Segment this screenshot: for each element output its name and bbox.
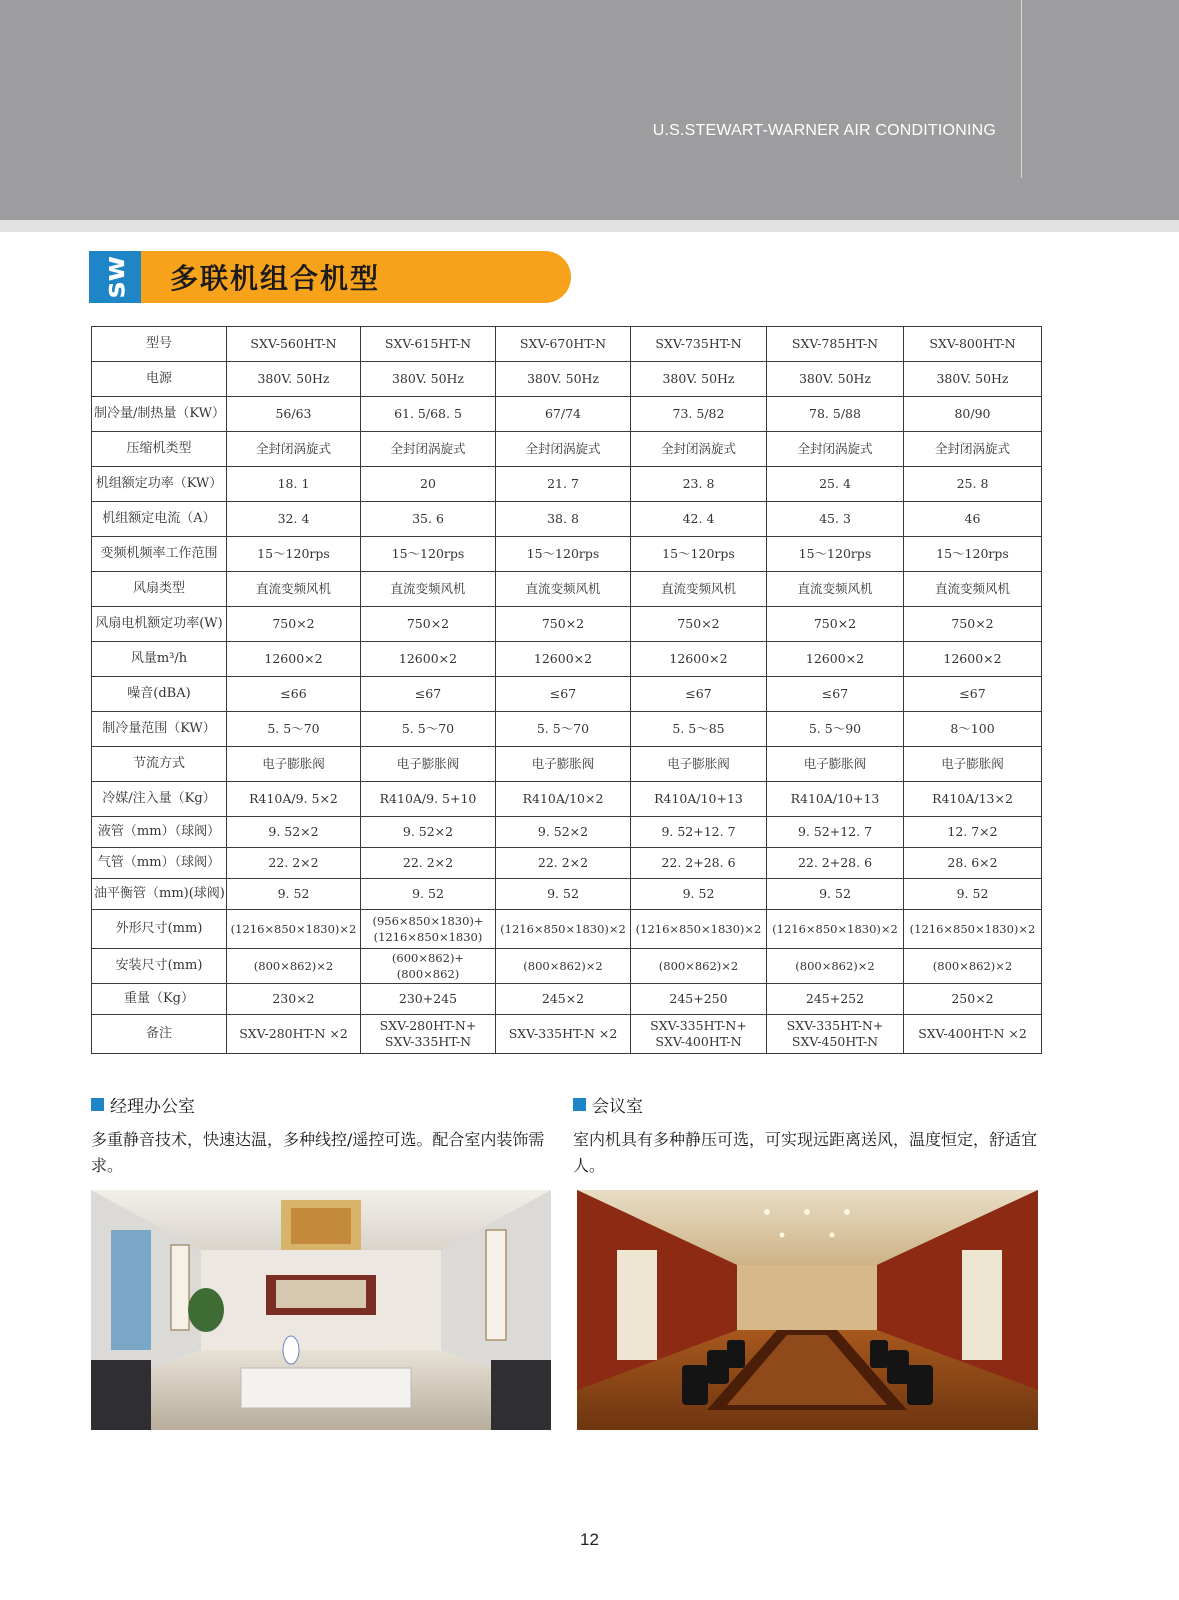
table-cell: (800×862)×2 <box>227 949 361 984</box>
table-row <box>92 397 1042 432</box>
table-cell: ≤67 <box>361 677 496 712</box>
brand-name: U.S.STEWART-WARNER AIR CONDITIONING <box>652 122 996 139</box>
table-cell: 直流变频风机 <box>227 572 361 607</box>
row-label: 油平衡管（mm)(球阀) <box>92 879 227 910</box>
table-cell: 45. 3 <box>767 502 904 537</box>
bullet-square-icon <box>91 1098 104 1111</box>
caption-title: 经理办公室 <box>110 1097 195 1117</box>
row-label: 液管（mm）（球阀） <box>92 817 227 848</box>
row-label: 风扇类型 <box>92 572 227 607</box>
table-cell: (1216×850×1830)×2 <box>227 910 361 949</box>
table-cell: 9. 52×2 <box>227 817 361 848</box>
row-label: 备注 <box>92 1015 227 1054</box>
table-cell: 9. 52 <box>631 879 767 910</box>
table-row <box>92 572 1042 607</box>
table-cell: 9. 52 <box>227 879 361 910</box>
table-row <box>92 747 1042 782</box>
table-cell: 750×2 <box>227 607 361 642</box>
row-label: 压缩机类型 <box>92 432 227 467</box>
table-cell: 380V. 50Hz <box>361 362 496 397</box>
table-row <box>92 848 1042 879</box>
caption-meeting <box>573 1092 1038 1179</box>
table-cell: R410A/13×2 <box>904 782 1042 817</box>
table-cell: R410A/9. 5+10 <box>361 782 496 817</box>
table-cell: R410A/10×2 <box>496 782 631 817</box>
table-cell: SXV-335HT-N ×2 <box>496 1015 631 1054</box>
row-label: 外形尺寸(mm) <box>92 910 227 949</box>
table-cell: 35. 6 <box>361 502 496 537</box>
table-cell: ≤66 <box>227 677 361 712</box>
table-cell: 28. 6×2 <box>904 848 1042 879</box>
row-label: 型号 <box>92 327 227 362</box>
table-cell: SXV-615HT-N <box>361 327 496 362</box>
row-label: 节流方式 <box>92 747 227 782</box>
table-cell: 12600×2 <box>227 642 361 677</box>
table-row <box>92 782 1042 817</box>
table-cell: 22. 2×2 <box>361 848 496 879</box>
table-cell: 全封闭涡旋式 <box>904 432 1042 467</box>
caption-title: 会议室 <box>592 1097 643 1117</box>
row-label: 噪音(dBA) <box>92 677 227 712</box>
table-row <box>92 432 1042 467</box>
table-cell: SXV-735HT-N <box>631 327 767 362</box>
header-stripe <box>0 220 1179 232</box>
table-row <box>92 1015 1042 1054</box>
table-cell: 42. 4 <box>631 502 767 537</box>
table-row <box>92 467 1042 502</box>
table-cell: (800×862)×2 <box>631 949 767 984</box>
table-cell: 9. 52 <box>496 879 631 910</box>
table-cell: (1216×850×1830)×2 <box>631 910 767 949</box>
row-label: 安装尺寸(mm) <box>92 949 227 984</box>
table-cell: 22. 2+28. 6 <box>631 848 767 879</box>
table-cell: 245+250 <box>631 984 767 1015</box>
table-cell: 22. 2×2 <box>227 848 361 879</box>
page-number: 12 <box>580 1530 599 1549</box>
table-cell: 46 <box>904 502 1042 537</box>
table-cell: 61. 5/68. 5 <box>361 397 496 432</box>
table-cell: 全封闭涡旋式 <box>767 432 904 467</box>
table-row <box>92 502 1042 537</box>
table-cell: 15～120rps <box>361 537 496 572</box>
table-cell: 23. 8 <box>631 467 767 502</box>
office-photo <box>91 1190 551 1430</box>
table-cell: 12600×2 <box>361 642 496 677</box>
table-cell: SXV-785HT-N <box>767 327 904 362</box>
caption-office <box>91 1092 551 1179</box>
table-cell: 15～120rps <box>227 537 361 572</box>
table-cell: 18. 1 <box>227 467 361 502</box>
table-cell: 5. 5～70 <box>361 712 496 747</box>
table-cell: 56/63 <box>227 397 361 432</box>
table-cell: (800×862)×2 <box>496 949 631 984</box>
table-row <box>92 642 1042 677</box>
table-cell: 5. 5～85 <box>631 712 767 747</box>
table-row <box>92 327 1042 362</box>
table-cell: 380V. 50Hz <box>496 362 631 397</box>
table-cell: ≤67 <box>767 677 904 712</box>
table-cell: 直流变频风机 <box>767 572 904 607</box>
table-cell: 12. 7×2 <box>904 817 1042 848</box>
table-cell: 电子膨胀阀 <box>361 747 496 782</box>
logo-text: sw <box>98 255 131 299</box>
table-cell: 5. 5～70 <box>496 712 631 747</box>
table-cell: 全封闭涡旋式 <box>631 432 767 467</box>
table-cell: 78. 5/88 <box>767 397 904 432</box>
row-label: 重量（Kg） <box>92 984 227 1015</box>
meeting-room-photo <box>577 1190 1038 1430</box>
row-label: 电源 <box>92 362 227 397</box>
section-title: 多联机组合机型 <box>170 262 381 295</box>
table-cell: 9. 52×2 <box>361 817 496 848</box>
table-cell: SXV-670HT-N <box>496 327 631 362</box>
table-cell: 全封闭涡旋式 <box>361 432 496 467</box>
table-cell: 电子膨胀阀 <box>904 747 1042 782</box>
table-row <box>92 949 1042 984</box>
table-row <box>92 879 1042 910</box>
table-row <box>92 362 1042 397</box>
table-cell: 250×2 <box>904 984 1042 1015</box>
table-cell: (1216×850×1830)×2 <box>904 910 1042 949</box>
row-label: 机组额定电流（A） <box>92 502 227 537</box>
table-cell: 380V. 50Hz <box>904 362 1042 397</box>
brand-logo <box>89 251 141 303</box>
table-row <box>92 537 1042 572</box>
table-cell: 直流变频风机 <box>904 572 1042 607</box>
header-band <box>0 0 1179 220</box>
table-cell: 电子膨胀阀 <box>496 747 631 782</box>
table-cell: 直流变频风机 <box>631 572 767 607</box>
table-cell: 电子膨胀阀 <box>227 747 361 782</box>
table-cell: 245×2 <box>496 984 631 1015</box>
table-cell: (1216×850×1830)×2 <box>767 910 904 949</box>
table-cell: 750×2 <box>361 607 496 642</box>
table-cell: 15～120rps <box>496 537 631 572</box>
table-cell: 直流变频风机 <box>496 572 631 607</box>
table-cell: 750×2 <box>904 607 1042 642</box>
table-cell: (956×850×1830)+ (1216×850×1830) <box>361 910 496 949</box>
table-cell: 750×2 <box>767 607 904 642</box>
bullet-square-icon <box>573 1098 586 1111</box>
table-row <box>92 712 1042 747</box>
table-cell: 15～120rps <box>631 537 767 572</box>
table-cell: 25. 4 <box>767 467 904 502</box>
table-cell: ≤67 <box>631 677 767 712</box>
table-row <box>92 984 1042 1015</box>
table-cell: 67/74 <box>496 397 631 432</box>
caption-text: 室内机具有多种静压可选，可实现远距离送风，温度恒定，舒适宜人。 <box>573 1130 1038 1175</box>
table-cell: 230×2 <box>227 984 361 1015</box>
table-cell: SXV-335HT-N+ SXV-400HT-N <box>631 1015 767 1054</box>
table-cell: 15～120rps <box>767 537 904 572</box>
table-cell: 80/90 <box>904 397 1042 432</box>
table-row <box>92 817 1042 848</box>
table-cell: 245+252 <box>767 984 904 1015</box>
table-cell: 25. 8 <box>904 467 1042 502</box>
table-cell: 20 <box>361 467 496 502</box>
table-cell: 12600×2 <box>767 642 904 677</box>
table-cell: 12600×2 <box>904 642 1042 677</box>
caption-text: 多重静音技术，快速达温，多种线控/遥控可选。配合室内装饰需求。 <box>91 1130 545 1175</box>
table-cell: (1216×850×1830)×2 <box>496 910 631 949</box>
row-label: 制冷量范围（KW） <box>92 712 227 747</box>
table-cell: 15～120rps <box>904 537 1042 572</box>
row-label: 机组额定功率（KW） <box>92 467 227 502</box>
table-cell: SXV-560HT-N <box>227 327 361 362</box>
table-cell: 380V. 50Hz <box>227 362 361 397</box>
table-cell: SXV-280HT-N+ SXV-335HT-N <box>361 1015 496 1054</box>
row-label: 制冷量/制热量（KW） <box>92 397 227 432</box>
table-cell: 380V. 50Hz <box>631 362 767 397</box>
table-cell: ≤67 <box>496 677 631 712</box>
table-cell: R410A/9. 5×2 <box>227 782 361 817</box>
table-cell: (600×862)+(800×862) <box>361 949 496 984</box>
header-divider <box>1021 0 1022 178</box>
table-cell: 380V. 50Hz <box>767 362 904 397</box>
table-cell: 22. 2×2 <box>496 848 631 879</box>
table-cell: 38. 8 <box>496 502 631 537</box>
spec-table <box>91 326 1042 1054</box>
table-cell: 21. 7 <box>496 467 631 502</box>
table-cell: 电子膨胀阀 <box>767 747 904 782</box>
table-cell: R410A/10+13 <box>631 782 767 817</box>
table-cell: SXV-280HT-N ×2 <box>227 1015 361 1054</box>
table-cell: 230+245 <box>361 984 496 1015</box>
table-cell: 9. 52 <box>904 879 1042 910</box>
table-cell: 5. 5～90 <box>767 712 904 747</box>
table-cell: (800×862)×2 <box>767 949 904 984</box>
table-cell: 全封闭涡旋式 <box>227 432 361 467</box>
table-cell: 22. 2+28. 6 <box>767 848 904 879</box>
table-cell: SXV-335HT-N+ SXV-450HT-N <box>767 1015 904 1054</box>
row-label: 变频机频率工作范围 <box>92 537 227 572</box>
table-row <box>92 677 1042 712</box>
table-cell: ≤67 <box>904 677 1042 712</box>
table-cell: R410A/10+13 <box>767 782 904 817</box>
table-cell: 9. 52 <box>361 879 496 910</box>
table-cell: 12600×2 <box>631 642 767 677</box>
table-cell: 5. 5～70 <box>227 712 361 747</box>
table-cell: 73. 5/82 <box>631 397 767 432</box>
table-cell: 9. 52 <box>767 879 904 910</box>
table-cell: SXV-800HT-N <box>904 327 1042 362</box>
table-cell: (800×862)×2 <box>904 949 1042 984</box>
table-cell: 9. 52×2 <box>496 817 631 848</box>
row-label: 风量m³/h <box>92 642 227 677</box>
row-label: 冷媒/注入量（Kg） <box>92 782 227 817</box>
table-cell: 9. 52+12. 7 <box>767 817 904 848</box>
table-cell: 8～100 <box>904 712 1042 747</box>
table-cell: 12600×2 <box>496 642 631 677</box>
table-cell: 32. 4 <box>227 502 361 537</box>
table-cell: SXV-400HT-N ×2 <box>904 1015 1042 1054</box>
table-cell: 全封闭涡旋式 <box>496 432 631 467</box>
table-cell: 750×2 <box>496 607 631 642</box>
row-label: 风扇电机额定功率(W) <box>92 607 227 642</box>
table-cell: 电子膨胀阀 <box>631 747 767 782</box>
table-cell: 750×2 <box>631 607 767 642</box>
table-cell: 9. 52+12. 7 <box>631 817 767 848</box>
row-label: 气管（mm）（球阀） <box>92 848 227 879</box>
table-row <box>92 910 1042 949</box>
table-cell: 直流变频风机 <box>361 572 496 607</box>
table-row <box>92 607 1042 642</box>
